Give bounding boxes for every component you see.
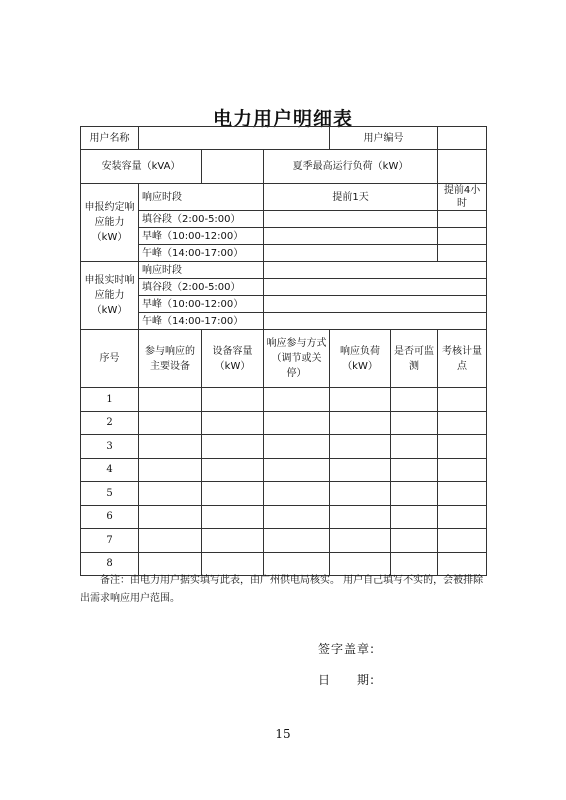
row-number: 3 xyxy=(81,435,139,459)
row-cell[interactable] xyxy=(438,411,487,435)
four-hours-ahead-label: 提前4小时 xyxy=(438,184,487,211)
agreed-afternoon-one-day[interactable] xyxy=(264,245,438,262)
row-number: 8 xyxy=(81,552,139,576)
row-cell[interactable] xyxy=(202,505,264,529)
one-day-ahead-label: 提前1天 xyxy=(264,184,438,211)
row-number: 7 xyxy=(81,529,139,553)
agreed-response-period-label: 响应时段 xyxy=(139,184,264,211)
agreed-valley-period: 填谷段（2:00-5:00） xyxy=(139,211,264,228)
header-seq: 序号 xyxy=(81,330,139,388)
row-cell[interactable] xyxy=(330,458,391,482)
row-cell[interactable] xyxy=(202,458,264,482)
table-row xyxy=(81,482,487,506)
agreed-morning-four-hours[interactable] xyxy=(438,228,487,245)
page-number: 15 xyxy=(275,727,291,741)
row-cell[interactable] xyxy=(202,411,264,435)
row-cell[interactable] xyxy=(330,388,391,412)
row-cell[interactable] xyxy=(438,435,487,459)
table-row xyxy=(81,458,487,482)
row-cell[interactable] xyxy=(391,435,438,459)
row-cell[interactable] xyxy=(202,529,264,553)
row-cell[interactable] xyxy=(330,529,391,553)
user-name-value[interactable] xyxy=(139,127,330,150)
row-cell[interactable] xyxy=(438,482,487,506)
header-response-mode: 响应参与方式（调节或关停） xyxy=(264,330,330,388)
summer-peak-value[interactable] xyxy=(438,150,487,184)
row-cell[interactable] xyxy=(330,505,391,529)
row-cell[interactable] xyxy=(264,529,330,553)
row-cell[interactable] xyxy=(391,388,438,412)
row-number: 4 xyxy=(81,458,139,482)
row-cell[interactable] xyxy=(202,435,264,459)
row-cell[interactable] xyxy=(139,388,202,412)
agreed-morning-one-day[interactable] xyxy=(264,228,438,245)
agreed-capacity-label: 申报约定响应能力（kW） xyxy=(81,184,139,262)
row-cell[interactable] xyxy=(264,388,330,412)
row-cell[interactable] xyxy=(438,458,487,482)
agreed-valley-four-hours[interactable] xyxy=(438,211,487,228)
row-cell[interactable] xyxy=(139,458,202,482)
row-cell[interactable] xyxy=(202,388,264,412)
row-cell[interactable] xyxy=(139,435,202,459)
user-detail-table xyxy=(80,126,487,576)
header-metering-point: 考核计量点 xyxy=(438,330,487,388)
summer-peak-label: 夏季最高运行负荷（kW） xyxy=(264,150,438,184)
table-row xyxy=(81,505,487,529)
header-device-capacity: 设备容量（kW） xyxy=(202,330,264,388)
realtime-afternoon-value[interactable] xyxy=(264,313,487,330)
row-cell[interactable] xyxy=(264,482,330,506)
realtime-capacity-label: 申报实时响应能力（kW） xyxy=(81,262,139,330)
realtime-valley-value[interactable] xyxy=(264,279,487,296)
row-cell[interactable] xyxy=(264,411,330,435)
row-cell[interactable] xyxy=(264,505,330,529)
row-cell[interactable] xyxy=(391,482,438,506)
realtime-morning-value[interactable] xyxy=(264,296,487,313)
agreed-afternoon-period: 午峰（14:00-17:00） xyxy=(139,245,264,262)
header-response-load: 响应负荷（kW） xyxy=(330,330,391,388)
row-cell[interactable] xyxy=(139,505,202,529)
row-cell[interactable] xyxy=(139,482,202,506)
row-number: 5 xyxy=(81,482,139,506)
row-number: 1 xyxy=(81,388,139,412)
row-cell[interactable] xyxy=(330,482,391,506)
realtime-response-period-value[interactable] xyxy=(264,262,487,279)
table-row xyxy=(81,529,487,553)
row-cell[interactable] xyxy=(391,529,438,553)
row-cell[interactable] xyxy=(391,505,438,529)
row-cell[interactable] xyxy=(391,458,438,482)
note-text: 备注：由电力用户据实填写此表，由广州供电局核实。 用户自己填写不实的，会被排除出需求响应用户范围。 xyxy=(80,575,484,604)
user-number-value[interactable] xyxy=(438,127,487,150)
realtime-response-period-label: 响应时段 xyxy=(139,262,264,279)
agreed-valley-one-day[interactable] xyxy=(264,211,438,228)
header-monitorable: 是否可监测 xyxy=(391,330,438,388)
header-device: 参与响应的主要设备 xyxy=(139,330,202,388)
row-cell[interactable] xyxy=(202,482,264,506)
date-label: 日 期: xyxy=(318,673,376,687)
row-cell[interactable] xyxy=(264,435,330,459)
row-cell[interactable] xyxy=(391,411,438,435)
capacity-value[interactable] xyxy=(202,150,264,184)
row-cell[interactable] xyxy=(330,411,391,435)
realtime-morning-period: 早峰（10:00-12:00） xyxy=(139,296,264,313)
row-cell[interactable] xyxy=(139,411,202,435)
page-title: 电力用户明细表 xyxy=(212,108,353,130)
realtime-afternoon-period: 午峰（14:00-17:00） xyxy=(139,313,264,330)
table-row xyxy=(81,388,487,412)
agreed-afternoon-four-hours[interactable] xyxy=(438,245,487,262)
row-number: 2 xyxy=(81,411,139,435)
signature-label: 签字盖章: xyxy=(318,642,376,656)
row-cell[interactable] xyxy=(139,529,202,553)
user-name-label: 用户名称 xyxy=(81,127,139,150)
agreed-morning-period: 早峰（10:00-12:00） xyxy=(139,228,264,245)
realtime-valley-period: 填谷段（2:00-5:00） xyxy=(139,279,264,296)
table-row xyxy=(81,435,487,459)
row-cell[interactable] xyxy=(330,435,391,459)
table-row xyxy=(81,411,487,435)
row-number: 6 xyxy=(81,505,139,529)
capacity-label: 安装容量（kVA） xyxy=(81,150,202,184)
row-cell[interactable] xyxy=(438,505,487,529)
row-cell[interactable] xyxy=(438,529,487,553)
row-cell[interactable] xyxy=(438,388,487,412)
user-number-label: 用户编号 xyxy=(330,127,438,150)
row-cell[interactable] xyxy=(264,458,330,482)
